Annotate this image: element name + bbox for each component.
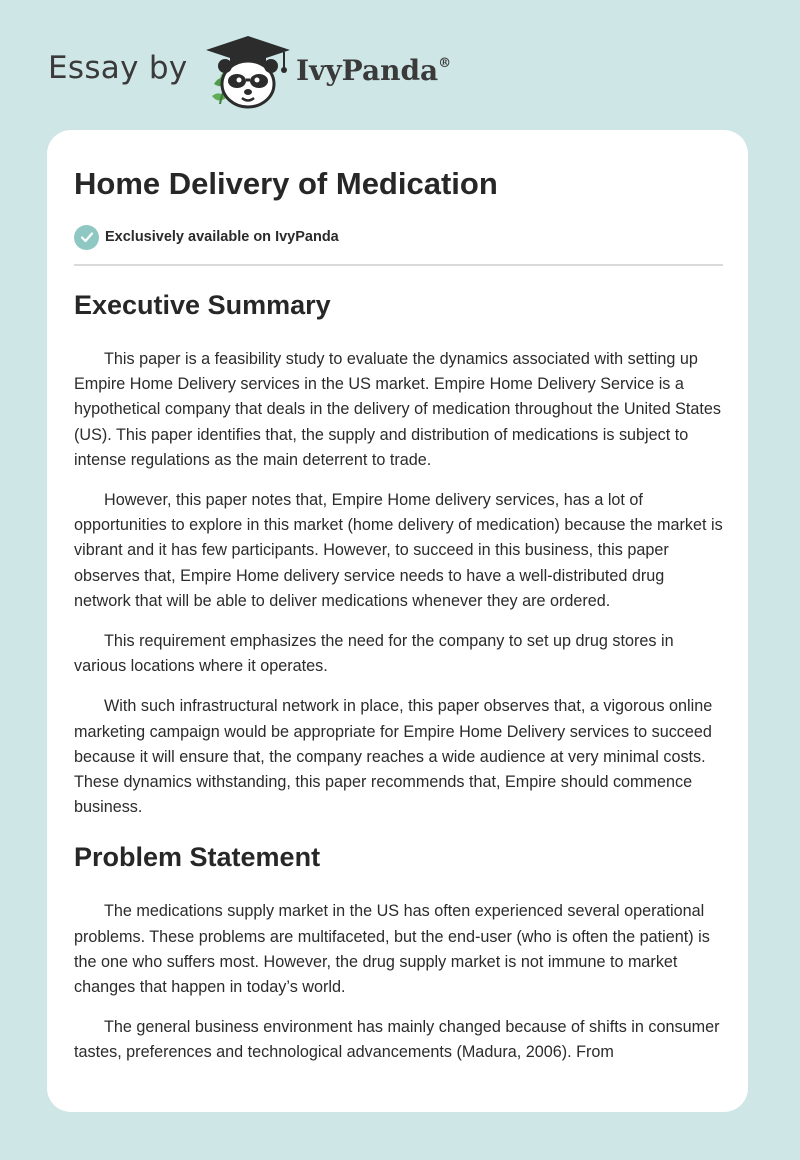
graduation-panda-icon [200, 34, 296, 110]
divider [74, 264, 723, 266]
site-header [0, 0, 800, 130]
article-title: Home Delivery of Medication [74, 166, 498, 201]
paragraph: However, this paper notes that, Empire Home delivery services, has a lot of opportunities to explore in this market (home delivery of medication) because the market is vibrant and it has few participants. However, to succeed in this business, this paper observes that, Empire Home delivery service needs to have a well-distributed drug network that will be able to deliver medications whenever they are ordered. [74, 491, 723, 610]
paragraph: This requirement emphasizes the need for the company to set up drug stores in various locations where it operates. [74, 632, 674, 676]
essay-by-label: Essay by [48, 50, 188, 86]
section-heading: Problem Statement [74, 842, 321, 873]
article-card [47, 130, 748, 1112]
paragraph: With such infrastructural network in place, this paper observes that, a vigorous online marketing campaign would be appropriate for Empire Home Delivery services to succeed because it will ensure that, the company reaches a wide audience at very minimal costs. These dynamics withstanding, this paper recommends that, Empire should commence business. [74, 697, 713, 817]
brand-text: IvyPanda [296, 54, 439, 87]
section-heading: Executive Summary [74, 290, 331, 320]
paragraph: This paper is a feasibility study to evaluate the dynamics associated with setting up Empire Home Delivery services in the US market. Empire Home Delivery Service is a hypothetical company that deals in the delivery of medication throughout the United States (US). This paper identifies that, the supply and distribution of medications is subject to intense regulations as the main deterrent to trade. [74, 350, 721, 469]
brand-name [296, 54, 451, 87]
paragraph: The medications supply market in the US has often experienced several operational problems. These problems are multifaceted, but the end-user (who is often the patient) is the one who suffers most. However, the drug supply market is not immune to market changes that happen in today’s world. [74, 902, 710, 997]
check-circle-icon [74, 225, 99, 250]
article-content [74, 130, 723, 1066]
exclusive-badge-label: Exclusively available on IvyPanda [105, 229, 339, 245]
exclusive-badge [74, 224, 723, 250]
registered-mark: ® [438, 55, 452, 71]
paragraph: The general business environment has mainly changed because of shifts in consumer tastes, preferences and technological advancements (Madura, 2006). From [74, 1018, 720, 1062]
